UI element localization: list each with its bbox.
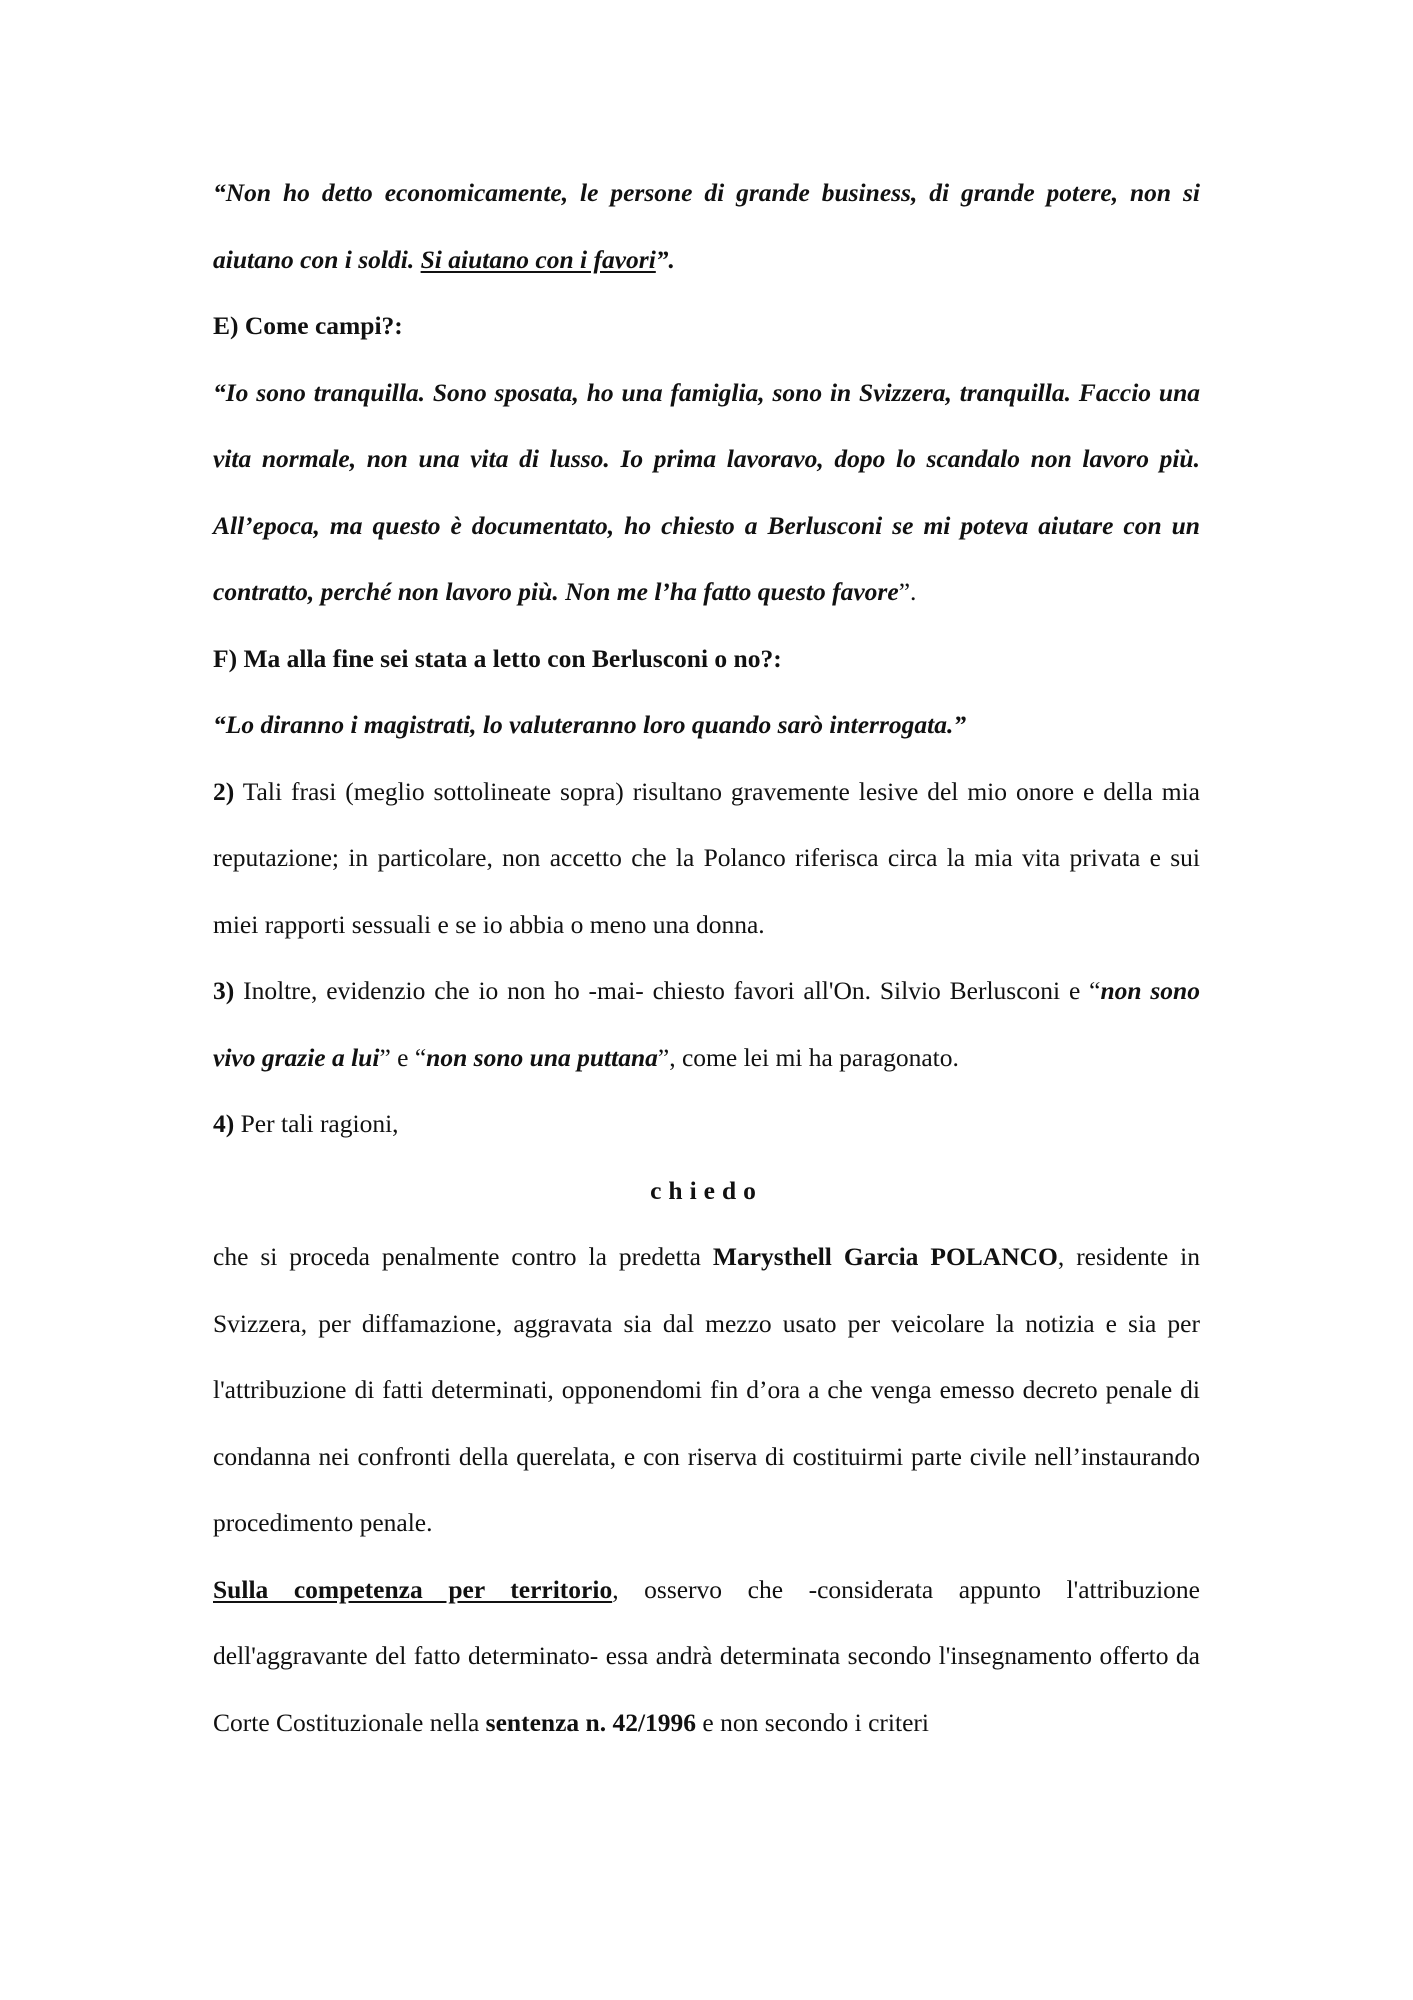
quote-close: ”. bbox=[898, 577, 917, 606]
quote-text: “Io sono tranquilla. Sono sposata, ho una famiglia, sono in Svizzera, tranquilla. Faccio una vita normale, non una vita di lusso. Io prima lavoravo, dopo lo scandalo non lavoro più. All’epoca, ma questo è documentato, ho chiesto a Berlusconi se mi poteva aiutare con un contratto, perché non lavoro più. Non me l’ha fatto questo favore bbox=[213, 377, 1200, 606]
point-text: ” e “ bbox=[379, 1042, 427, 1072]
defendant-name: Marysthell Garcia POLANCO bbox=[712, 1242, 1058, 1271]
point-text: Tali frasi (meglio sottolineate sopra) risultano gravemente lesive del mio onore e della mia reputazione; in particolare, non accetto che la Polanco riferisca circa la mia vita privata e sui miei rapporti sessuali e se io abbia o meno una donna. bbox=[213, 776, 1200, 939]
chiedo-heading: chiedo bbox=[650, 1175, 763, 1205]
point-3 bbox=[213, 958, 1200, 1091]
quote-text: “Non ho detto economicamente, le persone di grande business, di grande potere, non si aiutano con i soldi. bbox=[213, 178, 1200, 274]
sentence-reference: sentenza n. 42/1996 bbox=[485, 1707, 697, 1737]
question-f: F) Ma alla fine sei stata a letto con Berlusconi o no?: bbox=[213, 643, 782, 673]
quote-2: non sono una puttana bbox=[426, 1042, 658, 1072]
request-paragraph bbox=[213, 1224, 1200, 1557]
quote-underlined: Si aiutano con i favori bbox=[420, 244, 656, 274]
point-text: Inoltre, evidenzio che io non ho -mai- chiesto favori all'On. Silvio Berlusconi e “ bbox=[234, 976, 1101, 1005]
point-text: ”, come lei mi ha paragonato. bbox=[657, 1042, 959, 1072]
request-text: , residente in Svizzera, per diffamazione, aggravata sia dal mezzo usato per veicolare la notizia e sia per l'attribuzione di fatti determinati, opponendomi fin d’ora a che venga emesso decreto penale di condanna nei confronti della querelata, e con riserva di costituirmi parte civile nell’instaurando procedimento penale. bbox=[213, 1242, 1201, 1537]
point-2 bbox=[213, 759, 1200, 959]
question-e: E) Come campi?: bbox=[213, 311, 403, 340]
request-text: che si proceda penalmente contro la predetta bbox=[213, 1242, 713, 1271]
competence-heading: Sulla competenza per territorio bbox=[213, 1574, 613, 1604]
point-number: 3) bbox=[213, 976, 235, 1005]
point-number: 4) bbox=[213, 1109, 235, 1138]
quote-paragraph-3: “Lo diranno i magistrati, lo valuteranno loro quando sarò interrogata.” bbox=[213, 710, 967, 739]
point-text: Per tali ragioni, bbox=[234, 1109, 399, 1138]
quote-paragraph-1 bbox=[213, 160, 1200, 293]
quote-1: non sono vivo grazie a lui bbox=[213, 976, 1200, 1072]
point-4 bbox=[213, 1091, 1200, 1158]
point-number: 2) bbox=[213, 776, 235, 806]
competence-text: e non secondo i criteri bbox=[696, 1707, 929, 1737]
document-body bbox=[213, 160, 1200, 1756]
competence-text: , osservo che -considerata appunto l'attribuzione dell'aggravante del fatto determinato- essa andrà determinata secondo l'insegnamento offerto da Corte Costituzionale nella bbox=[213, 1574, 1200, 1737]
competence-paragraph bbox=[213, 1557, 1200, 1757]
quote-close: ”. bbox=[655, 244, 675, 274]
quote-paragraph-2 bbox=[213, 360, 1200, 626]
